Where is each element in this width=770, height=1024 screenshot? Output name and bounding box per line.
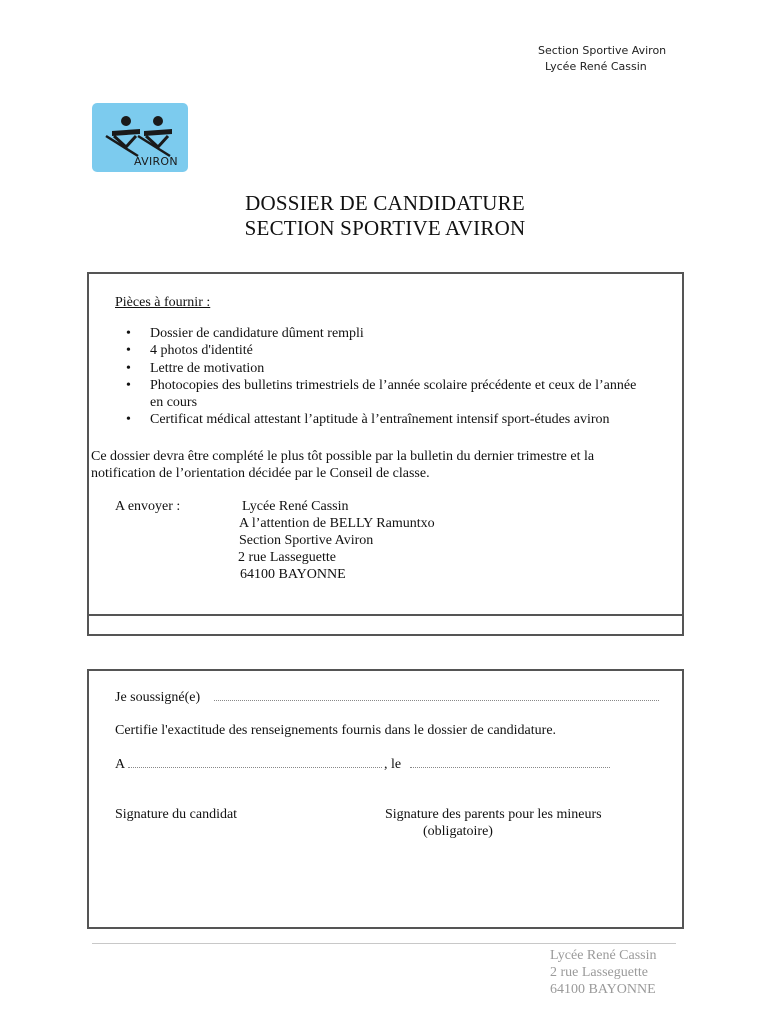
footer-address-line: Lycée René Cassin	[550, 948, 657, 963]
pieces-note-line2: notification de l’orientation décidée par le Conseil de classe.	[91, 466, 430, 481]
a-label: A	[115, 757, 126, 772]
place-field[interactable]	[128, 767, 382, 768]
pieces-box-divider	[87, 614, 684, 616]
address-line: Lycée René Cassin	[242, 499, 349, 514]
certifie-text: Certifie l'exactitude des renseignements fournis dans le dossier de candidature.	[115, 723, 557, 738]
le-label: , le	[384, 757, 402, 772]
address-line: A l’attention de BELLY Ramuntxo	[239, 516, 435, 531]
send-label: A envoyer :	[115, 499, 181, 514]
page-title-line2: SECTION SPORTIVE AVIRON	[244, 216, 526, 240]
address-line: 2 rue Lasseguette	[238, 550, 336, 565]
page-title-line1: DOSSIER DE CANDIDATURE	[245, 191, 525, 215]
list-item: • Dossier de candidature dûment rempli	[126, 325, 666, 342]
address-line: Section Sportive Aviron	[239, 533, 374, 548]
footer-divider	[92, 943, 676, 944]
date-field[interactable]	[410, 767, 610, 768]
list-item: • Certificat médical attestant l’aptitude à l’entraînement intensif sport-études aviron	[126, 411, 666, 428]
list-item: • 4 photos d'identité	[126, 342, 666, 359]
list-item: • Lettre de motivation	[126, 360, 666, 377]
list-item: • Photocopies des bulletins trimestriels de l’année scolaire précédente et ceux de l’année en cours	[126, 377, 650, 412]
sig-parents-label: Signature des parents pour les mineurs	[385, 807, 602, 822]
header-org-line1: Section Sportive Aviron	[538, 44, 667, 57]
soussigne-label: Je soussigné(e)	[115, 690, 201, 705]
obligatoire-label: (obligatoire)	[423, 824, 493, 839]
pieces-heading: Pièces à fournir :	[115, 295, 211, 310]
pieces-note-line1: Ce dossier devra être complété le plus tôt possible par la bulletin du dernier trimestre et la	[91, 449, 595, 464]
pieces-list	[126, 325, 666, 429]
declaration-box	[87, 669, 684, 929]
logo-label: AVIRON	[134, 155, 178, 168]
soussigne-field[interactable]	[214, 700, 659, 701]
sig-candidat-label: Signature du candidat	[115, 807, 238, 822]
footer-address-line: 64100 BAYONNE	[550, 982, 656, 997]
aviron-logo	[92, 103, 188, 172]
address-line: 64100 BAYONNE	[240, 567, 346, 582]
header-org-line2: Lycée René Cassin	[545, 60, 647, 73]
footer-address-line: 2 rue Lasseguette	[550, 965, 648, 980]
